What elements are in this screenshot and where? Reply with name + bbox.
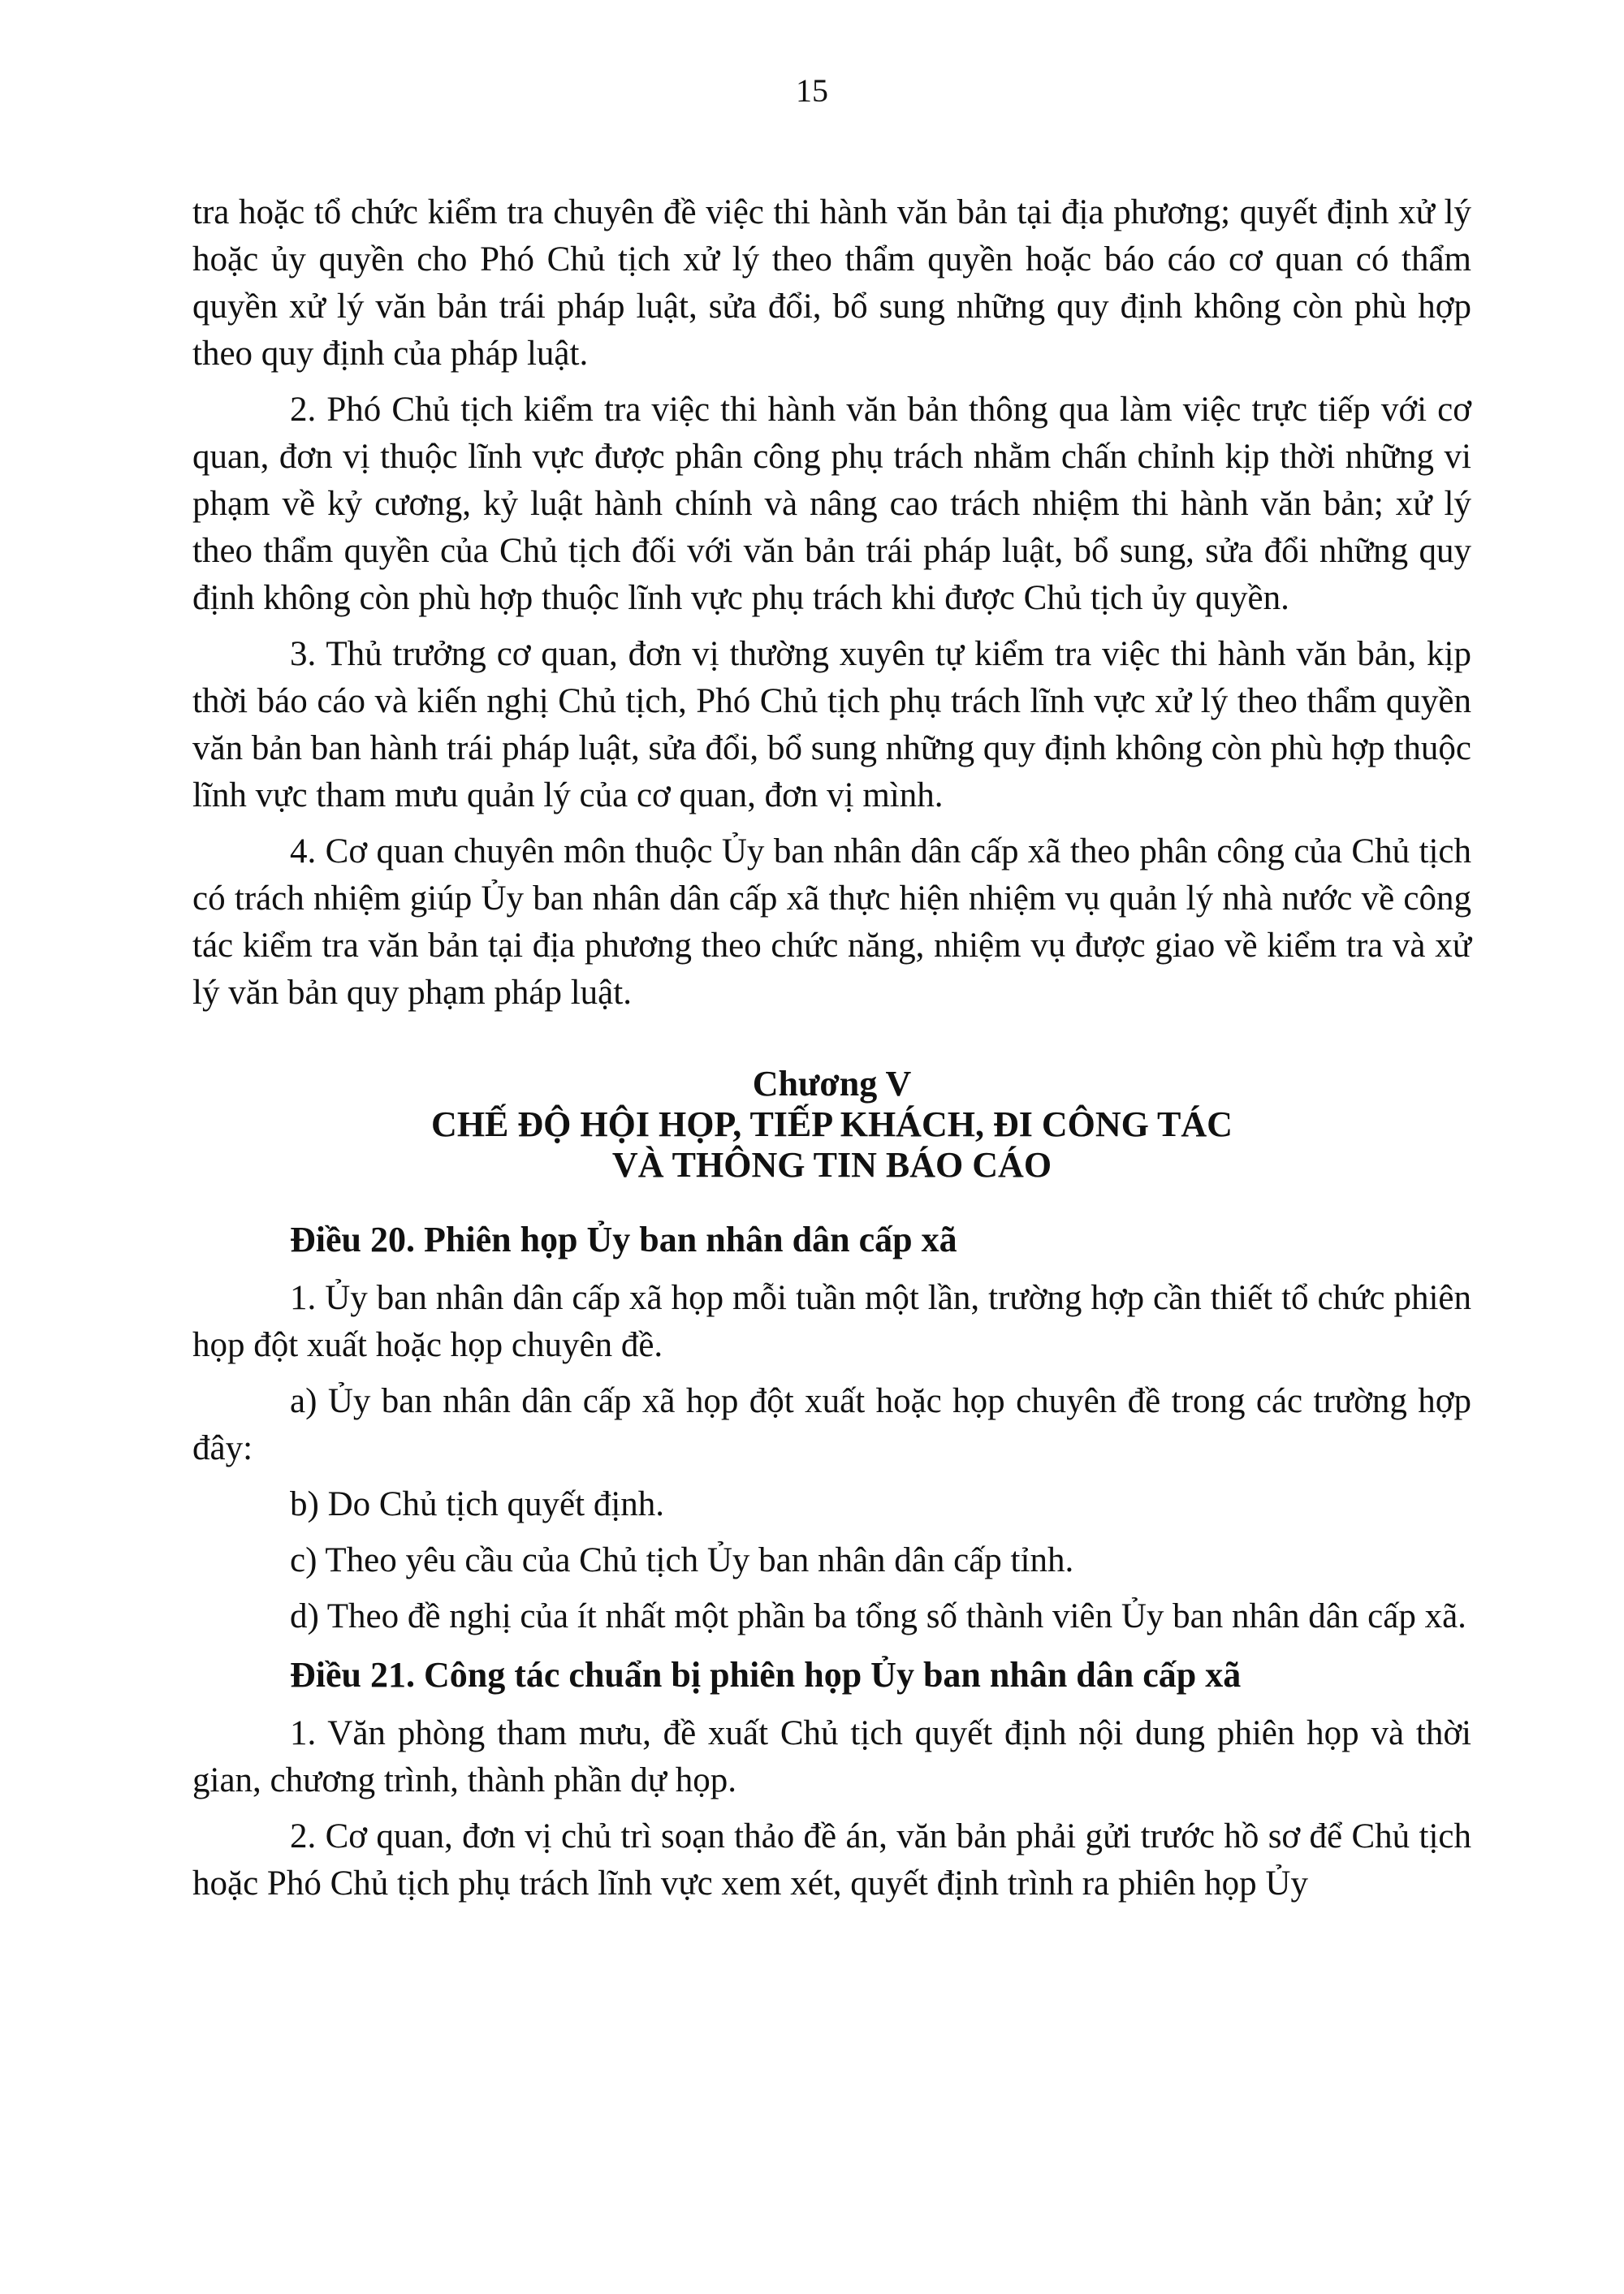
article-20-item-c: c) Theo yêu cầu của Chủ tịch Ủy ban nhân dân cấp tỉnh. <box>290 1541 1074 1579</box>
article-20-heading: Điều 20. Phiên họp Ủy ban nhân dân cấp xã <box>290 1220 957 1259</box>
article-21-paragraph-2: 2. Cơ quan, đơn vị chủ trì soạn thảo đề án, văn bản phải gửi trước hồ sơ để Chủ tịch hoặc Phó Chủ tịch phụ trách lĩnh vực xem xét, quyết định trình ra phiên họp Ủy <box>192 1817 1471 1903</box>
paragraph-continued: tra hoặc tổ chức kiểm tra chuyên đề việc thi hành văn bản tại địa phương; quyết định xử lý hoặc ủy quyền cho Phó Chủ tịch xử lý theo thẩm quyền hoặc báo cáo cơ quan có thẩm quyền xử lý văn bản trái pháp luật, sửa đổi, bổ sung những quy định không còn phù hợp theo quy định của pháp luật. <box>192 193 1471 373</box>
article-20-paragraph-1: 1. Ủy ban nhân dân cấp xã họp mỗi tuần một lần, trường hợp cần thiết tổ chức phiên họp đột xuất hoặc họp chuyên đề. <box>192 1279 1471 1364</box>
article-21-paragraph-1: 1. Văn phòng tham mưu, đề xuất Chủ tịch quyết định nội dung phiên họp và thời gian, chương trình, thành phần dự họp. <box>192 1714 1471 1799</box>
chapter-title-line-2: VÀ THÔNG TIN BÁO CÁO <box>611 1145 1052 1185</box>
page-number: 15 <box>796 72 828 109</box>
article-20-item-d: d) Theo đề nghị của ít nhất một phần ba tổng số thành viên Ủy ban nhân dân cấp xã. <box>290 1597 1466 1635</box>
chapter-heading <box>192 1064 1471 1186</box>
article-20-item-a: a) Ủy ban nhân dân cấp xã họp đột xuất hoặc họp chuyên đề trong các trường hợp đây: <box>192 1382 1471 1467</box>
chapter-title-line-1: CHẾ ĐỘ HỘI HỌP, TIẾP KHÁCH, ĐI CÔNG TÁC <box>431 1104 1233 1144</box>
paragraph-item-2: 2. Phó Chủ tịch kiểm tra việc thi hành văn bản thông qua làm việc trực tiếp với cơ quan, đơn vị thuộc lĩnh vực được phân công phụ trách nhằm chấn chỉnh kịp thời những vi phạm về kỷ cương, kỷ luật hành chính và nâng cao trách nhiệm thi hành văn bản; xử lý theo thẩm quyền của Chủ tịch đối với văn bản trái pháp luật, bổ sung, sửa đổi những quy định không còn phù hợp thuộc lĩnh vực phụ trách khi được Chủ tịch ủy quyền. <box>192 391 1471 617</box>
paragraph-item-3: 3. Thủ trưởng cơ quan, đơn vị thường xuyên tự kiểm tra việc thi hành văn bản, kịp thời báo cáo và kiến nghị Chủ tịch, Phó Chủ tịch phụ trách lĩnh vực xử lý theo thẩm quyền văn bản ban hành trái pháp luật, sửa đổi, bổ sung những quy định không còn phù hợp thuộc lĩnh vực tham mưu quản lý của cơ quan, đơn vị mình. <box>192 635 1471 814</box>
article-20-item-b: b) Do Chủ tịch quyết định. <box>290 1485 665 1523</box>
paragraph-item-4: 4. Cơ quan chuyên môn thuộc Ủy ban nhân dân cấp xã theo phân công của Chủ tịch có trách nhiệm giúp Ủy ban nhân dân cấp xã thực hiện nhiệm vụ quản lý nhà nước về công tác kiểm tra văn bản tại địa phương theo chức năng, nhiệm vụ được giao về kiểm tra và xử lý văn bản quy phạm pháp luật. <box>192 832 1471 1012</box>
article-21-heading: Điều 21. Công tác chuẩn bị phiên họp Ủy ban nhân dân cấp xã <box>290 1655 1242 1695</box>
document-body <box>192 189 1471 1916</box>
chapter-label: Chương V <box>752 1064 912 1104</box>
